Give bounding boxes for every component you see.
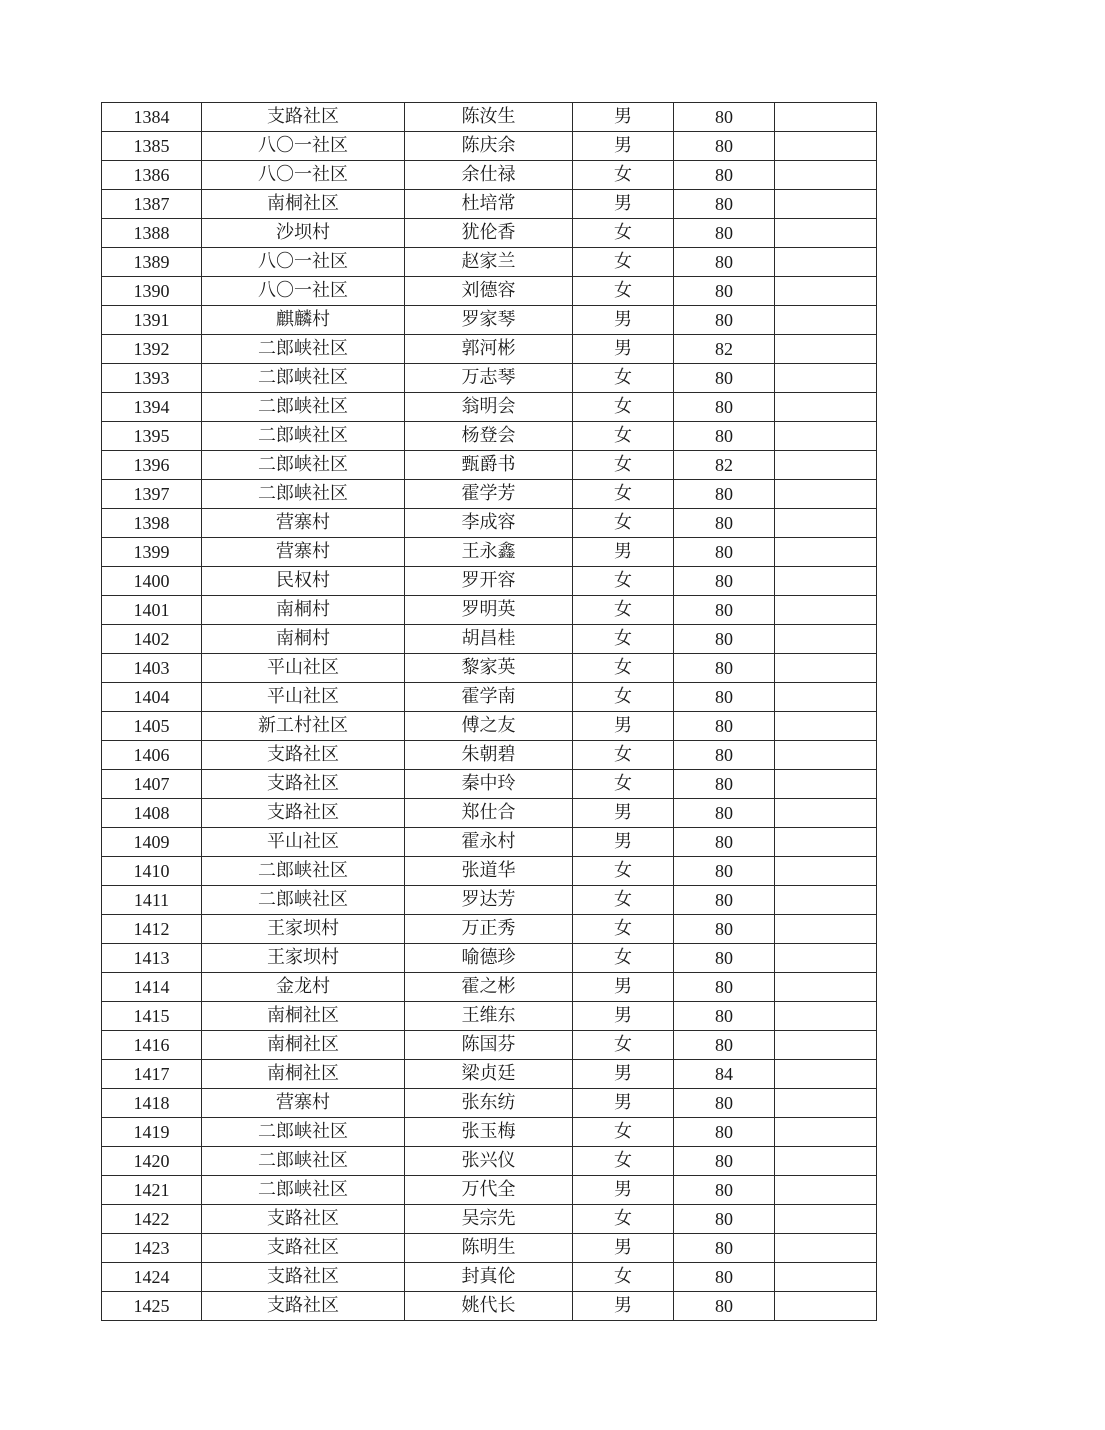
- cell-person-name: 傅之友: [405, 712, 573, 741]
- cell-person-name: 罗明英: [405, 596, 573, 625]
- cell-age: 80: [674, 103, 775, 132]
- cell-community: 平山社区: [202, 683, 405, 712]
- table-row: [102, 857, 877, 886]
- table-row: [102, 625, 877, 654]
- cell-note: [775, 741, 877, 770]
- cell-age: 80: [674, 364, 775, 393]
- cell-person-name: 秦中玲: [405, 770, 573, 799]
- cell-serial-number: 1421: [102, 1176, 202, 1205]
- cell-person-name: 陈庆余: [405, 132, 573, 161]
- cell-community: 王家坝村: [202, 944, 405, 973]
- cell-serial-number: 1406: [102, 741, 202, 770]
- cell-person-name: 刘德容: [405, 277, 573, 306]
- cell-note: [775, 451, 877, 480]
- cell-gender: 女: [573, 654, 674, 683]
- cell-person-name: 杨登会: [405, 422, 573, 451]
- cell-note: [775, 712, 877, 741]
- cell-serial-number: 1424: [102, 1263, 202, 1292]
- table-row: [102, 277, 877, 306]
- cell-age: 80: [674, 567, 775, 596]
- cell-community: 支路社区: [202, 1234, 405, 1263]
- cell-community: 沙坝村: [202, 219, 405, 248]
- table-row: [102, 335, 877, 364]
- cell-person-name: 翁明会: [405, 393, 573, 422]
- cell-note: [775, 1263, 877, 1292]
- cell-community: 支路社区: [202, 741, 405, 770]
- cell-age: 80: [674, 596, 775, 625]
- cell-gender: 女: [573, 741, 674, 770]
- cell-person-name: 甄爵书: [405, 451, 573, 480]
- cell-serial-number: 1397: [102, 480, 202, 509]
- cell-serial-number: 1395: [102, 422, 202, 451]
- cell-gender: 女: [573, 770, 674, 799]
- cell-community: 八〇一社区: [202, 248, 405, 277]
- cell-serial-number: 1389: [102, 248, 202, 277]
- cell-age: 80: [674, 1176, 775, 1205]
- cell-serial-number: 1416: [102, 1031, 202, 1060]
- cell-note: [775, 161, 877, 190]
- cell-community: 南桐社区: [202, 190, 405, 219]
- cell-age: 80: [674, 480, 775, 509]
- cell-gender: 女: [573, 1118, 674, 1147]
- cell-serial-number: 1408: [102, 799, 202, 828]
- cell-note: [775, 538, 877, 567]
- cell-gender: 男: [573, 132, 674, 161]
- table-row: [102, 422, 877, 451]
- table-row: [102, 1147, 877, 1176]
- cell-serial-number: 1419: [102, 1118, 202, 1147]
- cell-serial-number: 1401: [102, 596, 202, 625]
- cell-community: 支路社区: [202, 1292, 405, 1321]
- cell-age: 80: [674, 306, 775, 335]
- table-row: [102, 1263, 877, 1292]
- cell-age: 80: [674, 538, 775, 567]
- roster-table-body: [102, 103, 877, 1321]
- cell-person-name: 罗达芳: [405, 886, 573, 915]
- cell-serial-number: 1387: [102, 190, 202, 219]
- cell-note: [775, 683, 877, 712]
- cell-person-name: 霍学南: [405, 683, 573, 712]
- cell-note: [775, 915, 877, 944]
- cell-person-name: 吴宗先: [405, 1205, 573, 1234]
- table-row: [102, 480, 877, 509]
- cell-note: [775, 248, 877, 277]
- cell-age: 80: [674, 799, 775, 828]
- cell-serial-number: 1412: [102, 915, 202, 944]
- cell-serial-number: 1411: [102, 886, 202, 915]
- cell-age: 80: [674, 683, 775, 712]
- cell-person-name: 赵家兰: [405, 248, 573, 277]
- cell-community: 平山社区: [202, 828, 405, 857]
- cell-community: 支路社区: [202, 799, 405, 828]
- cell-note: [775, 944, 877, 973]
- cell-community: 二郎峡社区: [202, 364, 405, 393]
- cell-age: 80: [674, 915, 775, 944]
- cell-gender: 女: [573, 567, 674, 596]
- cell-person-name: 霍永村: [405, 828, 573, 857]
- cell-note: [775, 103, 877, 132]
- cell-person-name: 陈国芬: [405, 1031, 573, 1060]
- cell-person-name: 杜培常: [405, 190, 573, 219]
- cell-note: [775, 596, 877, 625]
- cell-note: [775, 1234, 877, 1263]
- cell-serial-number: 1417: [102, 1060, 202, 1089]
- cell-gender: 女: [573, 1263, 674, 1292]
- cell-serial-number: 1403: [102, 654, 202, 683]
- cell-gender: 男: [573, 1176, 674, 1205]
- cell-gender: 女: [573, 596, 674, 625]
- table-row: [102, 973, 877, 1002]
- cell-age: 80: [674, 132, 775, 161]
- cell-community: 二郎峡社区: [202, 335, 405, 364]
- cell-community: 二郎峡社区: [202, 480, 405, 509]
- cell-serial-number: 1392: [102, 335, 202, 364]
- cell-age: 80: [674, 190, 775, 219]
- cell-community: 王家坝村: [202, 915, 405, 944]
- cell-age: 80: [674, 509, 775, 538]
- cell-person-name: 封真伦: [405, 1263, 573, 1292]
- cell-serial-number: 1423: [102, 1234, 202, 1263]
- cell-serial-number: 1413: [102, 944, 202, 973]
- cell-person-name: 张道华: [405, 857, 573, 886]
- cell-gender: 女: [573, 393, 674, 422]
- table-row: [102, 654, 877, 683]
- cell-note: [775, 1060, 877, 1089]
- cell-age: 80: [674, 1263, 775, 1292]
- cell-serial-number: 1396: [102, 451, 202, 480]
- cell-note: [775, 654, 877, 683]
- cell-serial-number: 1410: [102, 857, 202, 886]
- table-row: [102, 886, 877, 915]
- cell-gender: 女: [573, 857, 674, 886]
- cell-gender: 女: [573, 944, 674, 973]
- cell-serial-number: 1404: [102, 683, 202, 712]
- table-row: [102, 1060, 877, 1089]
- table-row: [102, 103, 877, 132]
- cell-community: 二郎峡社区: [202, 1147, 405, 1176]
- cell-gender: 男: [573, 190, 674, 219]
- cell-community: 二郎峡社区: [202, 886, 405, 915]
- roster-table: [101, 102, 877, 1321]
- cell-note: [775, 770, 877, 799]
- cell-serial-number: 1420: [102, 1147, 202, 1176]
- cell-gender: 男: [573, 1234, 674, 1263]
- cell-person-name: 犹伦香: [405, 219, 573, 248]
- table-row: [102, 741, 877, 770]
- cell-serial-number: 1415: [102, 1002, 202, 1031]
- table-row: [102, 1234, 877, 1263]
- cell-community: 营寨村: [202, 509, 405, 538]
- cell-community: 平山社区: [202, 654, 405, 683]
- cell-gender: 女: [573, 1147, 674, 1176]
- cell-community: 八〇一社区: [202, 161, 405, 190]
- cell-gender: 女: [573, 422, 674, 451]
- cell-note: [775, 567, 877, 596]
- cell-serial-number: 1385: [102, 132, 202, 161]
- cell-note: [775, 306, 877, 335]
- cell-community: 八〇一社区: [202, 132, 405, 161]
- cell-person-name: 李成容: [405, 509, 573, 538]
- cell-person-name: 郭河彬: [405, 335, 573, 364]
- table-row: [102, 219, 877, 248]
- cell-gender: 女: [573, 1031, 674, 1060]
- cell-gender: 男: [573, 799, 674, 828]
- cell-person-name: 万志琴: [405, 364, 573, 393]
- cell-community: 南桐社区: [202, 1002, 405, 1031]
- cell-age: 80: [674, 712, 775, 741]
- cell-gender: 女: [573, 161, 674, 190]
- cell-serial-number: 1407: [102, 770, 202, 799]
- cell-gender: 男: [573, 1002, 674, 1031]
- cell-age: 84: [674, 1060, 775, 1089]
- cell-serial-number: 1391: [102, 306, 202, 335]
- table-row: [102, 712, 877, 741]
- table-row: [102, 799, 877, 828]
- table-row: [102, 190, 877, 219]
- cell-person-name: 梁贞廷: [405, 1060, 573, 1089]
- cell-gender: 女: [573, 364, 674, 393]
- table-row: [102, 770, 877, 799]
- cell-note: [775, 219, 877, 248]
- cell-note: [775, 799, 877, 828]
- cell-person-name: 罗家琴: [405, 306, 573, 335]
- cell-gender: 女: [573, 248, 674, 277]
- cell-age: 80: [674, 886, 775, 915]
- table-row: [102, 451, 877, 480]
- cell-serial-number: 1405: [102, 712, 202, 741]
- cell-person-name: 万正秀: [405, 915, 573, 944]
- cell-age: 82: [674, 335, 775, 364]
- cell-gender: 女: [573, 277, 674, 306]
- cell-community: 新工村社区: [202, 712, 405, 741]
- cell-age: 80: [674, 248, 775, 277]
- table-row: [102, 1176, 877, 1205]
- cell-age: 80: [674, 1205, 775, 1234]
- cell-age: 80: [674, 393, 775, 422]
- cell-age: 80: [674, 219, 775, 248]
- cell-note: [775, 422, 877, 451]
- table-row: [102, 1002, 877, 1031]
- cell-age: 82: [674, 451, 775, 480]
- cell-gender: 女: [573, 1205, 674, 1234]
- cell-gender: 男: [573, 712, 674, 741]
- cell-note: [775, 1002, 877, 1031]
- cell-person-name: 王永鑫: [405, 538, 573, 567]
- table-row: [102, 683, 877, 712]
- cell-serial-number: 1394: [102, 393, 202, 422]
- cell-person-name: 王维东: [405, 1002, 573, 1031]
- cell-person-name: 万代全: [405, 1176, 573, 1205]
- cell-age: 80: [674, 973, 775, 1002]
- cell-community: 支路社区: [202, 103, 405, 132]
- cell-person-name: 黎家英: [405, 654, 573, 683]
- table-row: [102, 132, 877, 161]
- cell-person-name: 陈汝生: [405, 103, 573, 132]
- cell-note: [775, 509, 877, 538]
- cell-note: [775, 277, 877, 306]
- cell-person-name: 张兴仪: [405, 1147, 573, 1176]
- cell-gender: 女: [573, 509, 674, 538]
- cell-community: 支路社区: [202, 1263, 405, 1292]
- cell-serial-number: 1422: [102, 1205, 202, 1234]
- cell-person-name: 姚代长: [405, 1292, 573, 1321]
- cell-community: 南桐社区: [202, 1060, 405, 1089]
- cell-gender: 女: [573, 915, 674, 944]
- cell-gender: 女: [573, 219, 674, 248]
- cell-age: 80: [674, 1002, 775, 1031]
- cell-gender: 男: [573, 973, 674, 1002]
- cell-community: 金龙村: [202, 973, 405, 1002]
- cell-age: 80: [674, 1292, 775, 1321]
- cell-community: 营寨村: [202, 538, 405, 567]
- cell-gender: 男: [573, 1089, 674, 1118]
- cell-note: [775, 1118, 877, 1147]
- cell-community: 支路社区: [202, 1205, 405, 1234]
- table-row: [102, 828, 877, 857]
- table-row: [102, 1031, 877, 1060]
- cell-age: 80: [674, 625, 775, 654]
- cell-serial-number: 1386: [102, 161, 202, 190]
- cell-note: [775, 1089, 877, 1118]
- cell-gender: 男: [573, 335, 674, 364]
- cell-note: [775, 1147, 877, 1176]
- cell-age: 80: [674, 161, 775, 190]
- table-row: [102, 944, 877, 973]
- cell-gender: 女: [573, 683, 674, 712]
- table-row: [102, 1292, 877, 1321]
- cell-community: 二郎峡社区: [202, 1118, 405, 1147]
- table-row: [102, 567, 877, 596]
- cell-community: 八〇一社区: [202, 277, 405, 306]
- cell-note: [775, 857, 877, 886]
- cell-person-name: 霍之彬: [405, 973, 573, 1002]
- table-row: [102, 538, 877, 567]
- table-row: [102, 1118, 877, 1147]
- cell-gender: 男: [573, 538, 674, 567]
- cell-age: 80: [674, 1089, 775, 1118]
- cell-note: [775, 393, 877, 422]
- cell-person-name: 喻德珍: [405, 944, 573, 973]
- cell-gender: 女: [573, 886, 674, 915]
- table-row: [102, 393, 877, 422]
- table-row: [102, 509, 877, 538]
- cell-note: [775, 335, 877, 364]
- cell-gender: 男: [573, 828, 674, 857]
- cell-note: [775, 132, 877, 161]
- cell-person-name: 霍学芳: [405, 480, 573, 509]
- cell-gender: 男: [573, 103, 674, 132]
- cell-person-name: 陈明生: [405, 1234, 573, 1263]
- cell-serial-number: 1390: [102, 277, 202, 306]
- cell-community: 南桐社区: [202, 1031, 405, 1060]
- cell-serial-number: 1414: [102, 973, 202, 1002]
- cell-community: 营寨村: [202, 1089, 405, 1118]
- cell-community: 南桐村: [202, 625, 405, 654]
- cell-serial-number: 1425: [102, 1292, 202, 1321]
- cell-note: [775, 190, 877, 219]
- cell-age: 80: [674, 277, 775, 306]
- cell-person-name: 张玉梅: [405, 1118, 573, 1147]
- cell-person-name: 胡昌桂: [405, 625, 573, 654]
- cell-gender: 女: [573, 625, 674, 654]
- table-row: [102, 161, 877, 190]
- table-row: [102, 248, 877, 277]
- table-row: [102, 364, 877, 393]
- cell-serial-number: 1399: [102, 538, 202, 567]
- cell-gender: 男: [573, 306, 674, 335]
- cell-person-name: 张东纺: [405, 1089, 573, 1118]
- cell-serial-number: 1388: [102, 219, 202, 248]
- cell-note: [775, 1292, 877, 1321]
- cell-note: [775, 625, 877, 654]
- cell-serial-number: 1402: [102, 625, 202, 654]
- cell-gender: 男: [573, 1060, 674, 1089]
- cell-note: [775, 1176, 877, 1205]
- cell-gender: 女: [573, 451, 674, 480]
- cell-note: [775, 480, 877, 509]
- cell-serial-number: 1398: [102, 509, 202, 538]
- cell-community: 支路社区: [202, 770, 405, 799]
- cell-note: [775, 828, 877, 857]
- table-row: [102, 915, 877, 944]
- cell-person-name: 郑仕合: [405, 799, 573, 828]
- cell-community: 民权村: [202, 567, 405, 596]
- cell-community: 南桐村: [202, 596, 405, 625]
- cell-age: 80: [674, 828, 775, 857]
- table-row: [102, 306, 877, 335]
- cell-gender: 男: [573, 1292, 674, 1321]
- cell-serial-number: 1418: [102, 1089, 202, 1118]
- cell-serial-number: 1409: [102, 828, 202, 857]
- cell-note: [775, 973, 877, 1002]
- cell-community: 二郎峡社区: [202, 451, 405, 480]
- cell-age: 80: [674, 1234, 775, 1263]
- table-row: [102, 596, 877, 625]
- cell-note: [775, 364, 877, 393]
- cell-age: 80: [674, 857, 775, 886]
- cell-community: 二郎峡社区: [202, 422, 405, 451]
- cell-note: [775, 886, 877, 915]
- cell-person-name: 余仕禄: [405, 161, 573, 190]
- cell-person-name: 罗开容: [405, 567, 573, 596]
- cell-person-name: 朱朝碧: [405, 741, 573, 770]
- cell-community: 二郎峡社区: [202, 393, 405, 422]
- cell-note: [775, 1205, 877, 1234]
- cell-age: 80: [674, 770, 775, 799]
- cell-age: 80: [674, 944, 775, 973]
- cell-age: 80: [674, 1031, 775, 1060]
- cell-community: 二郎峡社区: [202, 1176, 405, 1205]
- cell-age: 80: [674, 741, 775, 770]
- cell-community: 麒麟村: [202, 306, 405, 335]
- cell-age: 80: [674, 422, 775, 451]
- cell-serial-number: 1400: [102, 567, 202, 596]
- cell-age: 80: [674, 654, 775, 683]
- table-row: [102, 1205, 877, 1234]
- cell-serial-number: 1384: [102, 103, 202, 132]
- cell-community: 二郎峡社区: [202, 857, 405, 886]
- table-row: [102, 1089, 877, 1118]
- cell-age: 80: [674, 1118, 775, 1147]
- cell-serial-number: 1393: [102, 364, 202, 393]
- cell-note: [775, 1031, 877, 1060]
- cell-gender: 女: [573, 480, 674, 509]
- cell-age: 80: [674, 1147, 775, 1176]
